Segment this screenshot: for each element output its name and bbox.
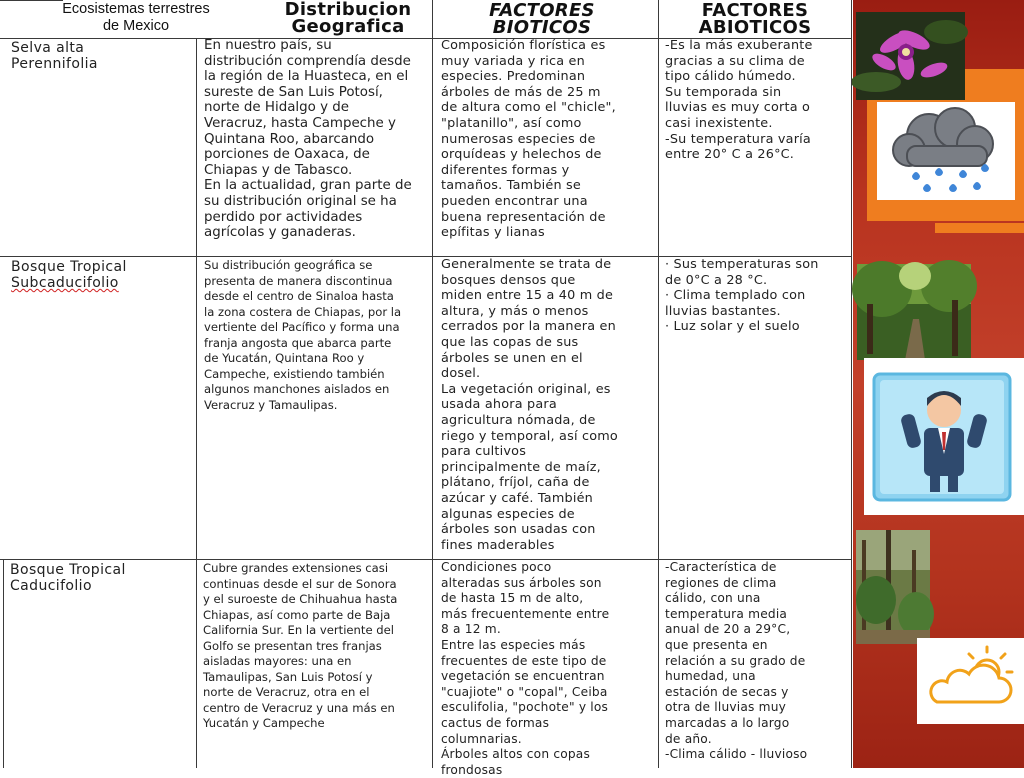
biotic-header-line-2: BIOTICOS bbox=[492, 17, 592, 38]
column-header-distribution bbox=[250, 1, 446, 35]
table-topic-title bbox=[22, 1, 250, 35]
orange-accent-strip bbox=[935, 223, 1024, 233]
row-1-biotic-factors: Composición florística es muy variada y rica en especies. Predominan árboles de más de 25 m de altura como el "chicle", "platanillo", así como numerosas especies de orquídeas y helechos de diferentes formas y tamaños. También se pueden encontrar una buena representación de epífitas y lianas bbox=[441, 38, 616, 241]
ecosystem-name-line-2: Perennifolia bbox=[11, 56, 98, 72]
row-1-abiotic-factors: -Es la más exuberante gracias a su clima de tipo cálido húmedo. Su temporada sin lluvias es muy corta o casi inexistente. -Su temperatura varía entre 20° C a 26°C. bbox=[665, 38, 813, 163]
row-1-distribution: En nuestro país, su distribución comprendía desde la región de la Huasteca, en el sureste de San Luis Potosí, norte de Hidalgo y de Veracruz, hasta Campeche y Quintana Roo, abarcando porciones de Oaxaca, de Chiapas y de Tabasco. En la actualidad, gran parte de su distribución original se ha perdido por actividades agrícolas y ganaderas. bbox=[204, 38, 412, 241]
dry-forest-photo bbox=[856, 530, 930, 644]
ecosystem-name-line-2: Subcaducifolio bbox=[11, 275, 119, 291]
rain-cloud-icon bbox=[877, 102, 1015, 200]
biotic-header-line-1: FACTORES bbox=[489, 0, 595, 21]
column-header-biotic bbox=[446, 2, 638, 36]
grid-line bbox=[432, 0, 433, 768]
grid-line bbox=[3, 560, 4, 768]
frozen-man-icon bbox=[864, 358, 1024, 515]
abiotic-header-line-1: FACTORES bbox=[701, 0, 809, 21]
row-1-ecosystem-name bbox=[11, 40, 191, 72]
grid-line bbox=[658, 0, 659, 768]
abiotic-header-line-2: ABIOTICOS bbox=[698, 17, 812, 38]
topic-line-2: de Mexico bbox=[102, 18, 170, 34]
ecosystem-name-line-2: Caducifolio bbox=[10, 578, 92, 594]
column-header-abiotic bbox=[662, 2, 848, 36]
row-3-ecosystem-name bbox=[10, 562, 190, 594]
row-3-biotic-factors: Condiciones poco alteradas sus árboles son de hasta 15 m de alto, más frecuentemente entre 8 a 12 m. Entre las especies más frecuentes de este tipo de vegetación se encuentran "cuajiote" o "copal", Ceiba esculifolia, "pochote" y los cactus de formas columnarias. Árboles altos con copas frondosas bbox=[441, 560, 610, 777]
row-2-abiotic-factors: · Sus temperaturas son de 0°C a 28 °C. · Clima templado con lluvias bastantes. · Luz solar y el suelo bbox=[665, 257, 819, 335]
orchid-flower-icon bbox=[856, 12, 965, 100]
sun-cloud-icon bbox=[917, 638, 1024, 724]
ecosystem-name-line-1: Bosque Tropical bbox=[11, 259, 127, 275]
ecosystem-name-line-1: Selva alta bbox=[11, 40, 85, 56]
row-2-distribution: Su distribución geográfica se presenta de manera discontinua desde el centro de Sinaloa hasta la zona costera de Chiapas, por la vertiente del Pacífico y forma una franja angosta que abarca parte de Yucatán, Quintana Roo y Campeche, existiendo también algunos manchones aislados en Veracruz y Tamaulipas. bbox=[204, 258, 402, 412]
row-3-abiotic-factors: -Característica de regiones de clima cálido, con una temperatura media anual de 20 a 29°C, que presenta en relación a su grado de humedad, una estación de secas y otra de lluvias muy marcadas a lo largo de año. -Clima cálido - lluvioso bbox=[665, 560, 808, 762]
row-3-distribution: Cubre grandes extensiones casi continuas desde el sur de Sonora y el suroeste de Chihuahua hasta Chiapas, así como parte de Baja California Sur. En la vertiente del Golfo se presentan tres franjas aisladas mayores: una en Tamaulipas, San Luis Potosí y norte de Veracruz, otra en el centro de Veracruz y una más en Yucatán y Campeche bbox=[203, 561, 398, 730]
grid-line bbox=[196, 38, 197, 768]
forest-path-photo bbox=[857, 264, 971, 360]
ecosystem-name-line-1: Bosque Tropical bbox=[10, 562, 126, 578]
row-2-ecosystem-name bbox=[11, 259, 191, 291]
distribution-header-line-2: Geografica bbox=[291, 16, 405, 37]
topic-line-1: Ecosistemas terrestres bbox=[62, 1, 210, 17]
distribution-header-line-1: Distribucion bbox=[284, 0, 412, 20]
row-2-biotic-factors: Generalmente se trata de bosques densos que miden entre 15 a 40 m de altura, y más o menos cerrados por la manera en que las copas de sus árboles se unen en el dosel. La vegetación original, es usada ahora para agricultura nómada, de riego y temporal, así como para cultivos principalmente de maíz, plátano, fríjol, caña de azúcar y café. También algunas especies de árboles son usadas con fines maderables bbox=[441, 257, 618, 553]
grid-line bbox=[851, 0, 852, 768]
